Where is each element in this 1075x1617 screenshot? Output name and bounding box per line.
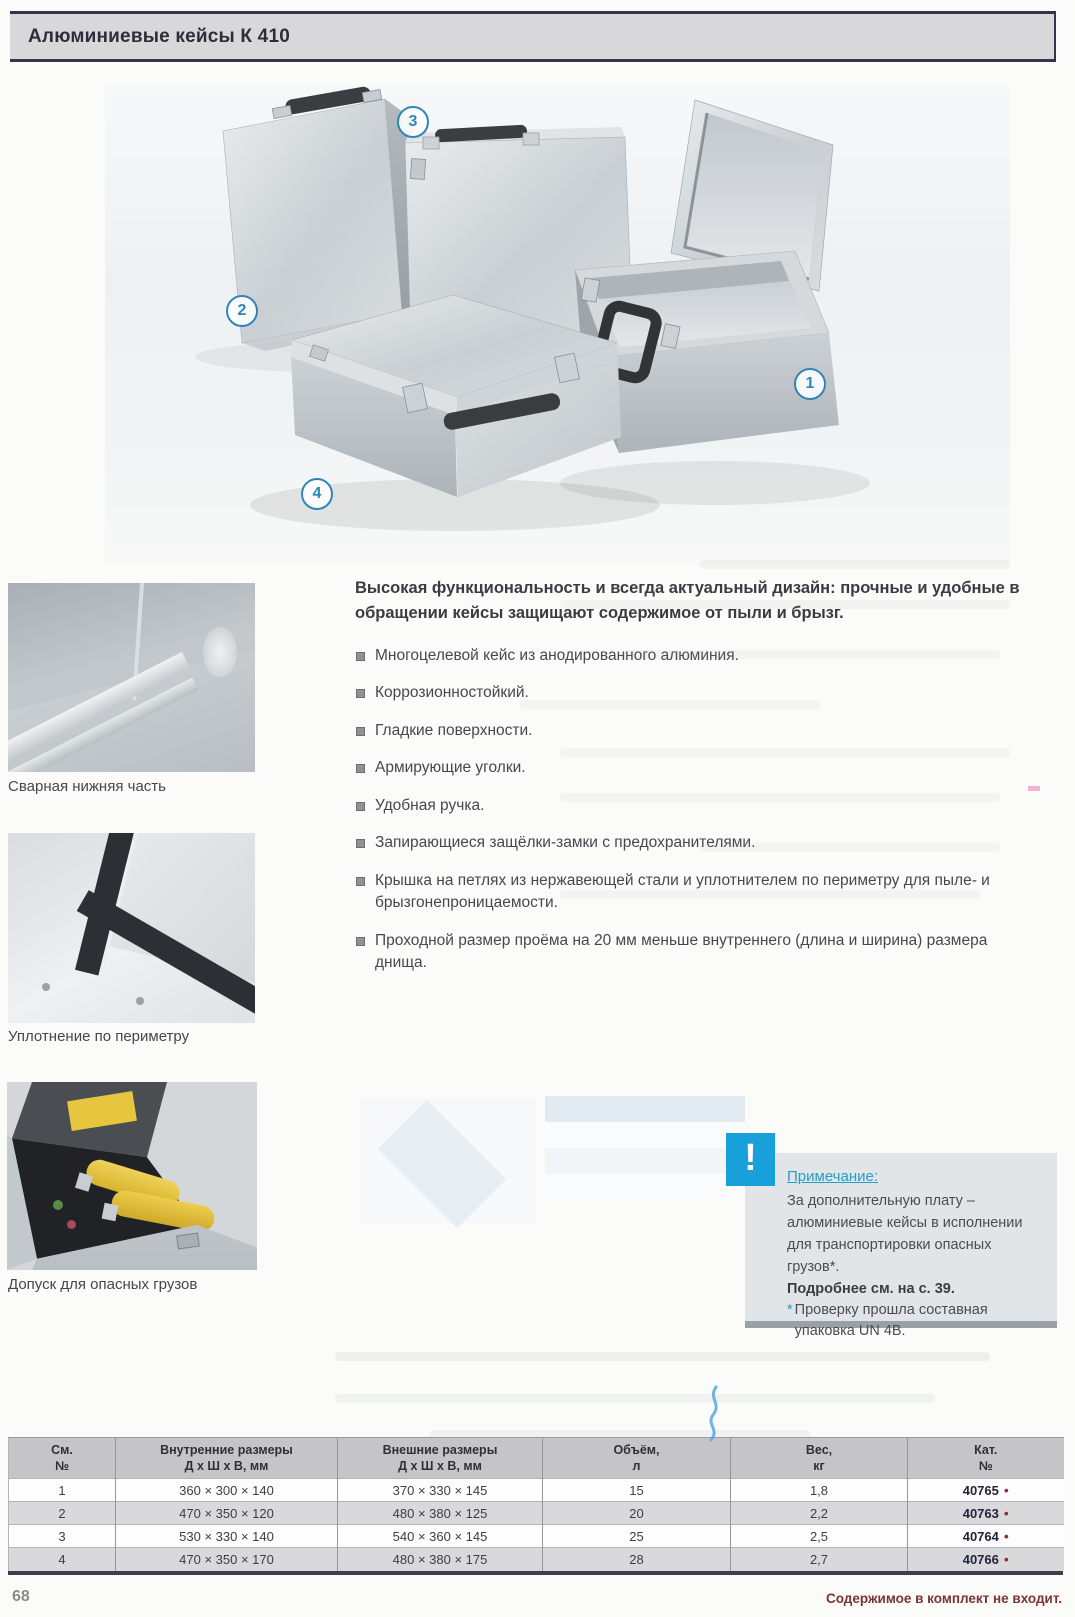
rivet-art xyxy=(42,983,50,991)
cell-outer: 540 × 360 × 145 xyxy=(338,1525,543,1548)
spec-table-wrap xyxy=(8,1437,1063,1575)
exclamation-glyph: ! xyxy=(744,1137,757,1179)
bleedthrough-artifact xyxy=(560,748,1010,757)
cell-num: 2 xyxy=(9,1502,116,1525)
cell-volume: 25 xyxy=(543,1525,731,1548)
col-header-volume: Объём, л xyxy=(543,1438,731,1479)
cell-volume: 20 xyxy=(543,1502,731,1525)
bleedthrough-artifact xyxy=(620,650,1000,659)
feature-item: Армирующие уголки. xyxy=(355,757,1003,779)
bleedthrough-artifact xyxy=(700,843,1000,852)
bleedthrough-artifact xyxy=(520,700,820,709)
feature-item: Проходной размер проёма на 20 мм меньше внутреннего (длина и ширина) размера днища. xyxy=(355,930,1003,975)
feature-item: Удобная ручка. xyxy=(355,795,1003,817)
cell-outer: 480 × 380 × 175 xyxy=(338,1548,543,1571)
cat-dot: • xyxy=(1003,1505,1009,1521)
reflection-art xyxy=(203,627,237,677)
scan-artifact xyxy=(1028,786,1040,791)
page-title: Алюминиевые кейсы К 410 xyxy=(28,26,290,47)
footer-note: Содержимое в комплект не входит. xyxy=(825,1591,1062,1606)
cell-cat: 40766 • xyxy=(908,1548,1064,1571)
col-header-cat-no: Кат. № xyxy=(908,1438,1064,1479)
note-footnote xyxy=(787,1300,1047,1342)
feature-item: Крышка на петлях из нержавеющей стали и уплотнителем по периметру для пыле- и брызгонепроницаемости. xyxy=(355,870,1003,915)
accessory-art xyxy=(67,1220,76,1229)
pen-scribble-artifact xyxy=(700,1384,728,1442)
cell-cat: 40765 • xyxy=(908,1479,1064,1502)
col-header-outer-size: Внешние размеры Д х Ш х В, мм xyxy=(338,1438,543,1479)
callout-3 xyxy=(397,106,429,138)
cell-num: 4 xyxy=(9,1548,116,1571)
caption-dangerous-goods: Допуск для опасных грузов xyxy=(8,1276,198,1293)
callout-4 xyxy=(301,478,333,510)
feature-item: Запирающиеся защёлки-замки с предохранителями. xyxy=(355,832,1003,854)
footnote-text: Проверку прошла составная упаковка UN 4B. xyxy=(794,1302,988,1340)
photo-welded-bottom xyxy=(8,583,255,772)
cell-weight: 2,7 xyxy=(731,1548,908,1571)
bleedthrough-artifact xyxy=(545,1096,745,1216)
cell-num: 1 xyxy=(9,1479,116,1502)
bleedthrough-artifact xyxy=(560,890,980,899)
callout-2-label: 2 xyxy=(237,302,247,319)
cell-cat: 40764 • xyxy=(908,1525,1064,1548)
note-title: Примечание: xyxy=(787,1168,878,1185)
spec-table xyxy=(8,1437,1064,1571)
photo-dangerous-goods xyxy=(7,1082,257,1270)
cell-inner: 470 × 350 × 120 xyxy=(116,1502,338,1525)
note-reference: Подробнее см. на с. 39. xyxy=(787,1281,955,1298)
cell-cat: 40763 • xyxy=(908,1502,1064,1525)
col-header-see: См. № xyxy=(9,1438,116,1479)
table-row xyxy=(9,1479,1064,1502)
cell-outer: 370 × 330 × 145 xyxy=(338,1479,543,1502)
note-line: За дополнительную плату – xyxy=(787,1193,975,1209)
callout-1-label: 1 xyxy=(805,375,815,392)
callout-3-label: 3 xyxy=(408,113,418,130)
callout-4-label: 4 xyxy=(312,485,322,502)
feature-list xyxy=(355,645,1003,990)
table-row xyxy=(9,1525,1064,1548)
footnote-asterisk: * xyxy=(787,1302,793,1319)
note-line: для транспортировки опасных грузов*. xyxy=(787,1237,992,1276)
accessory-art xyxy=(53,1200,63,1210)
cell-volume: 28 xyxy=(543,1548,731,1571)
page-header xyxy=(10,11,1056,62)
cell-inner: 530 × 330 × 140 xyxy=(116,1525,338,1548)
bleedthrough-artifact xyxy=(560,793,1000,802)
feature-item: Многоцелевой кейс из анодированного алюминия. xyxy=(355,645,1003,667)
callout-1 xyxy=(794,368,826,400)
table-row xyxy=(9,1502,1064,1525)
cat-dot: • xyxy=(1003,1482,1009,1498)
note-box xyxy=(745,1153,1057,1340)
cell-volume: 15 xyxy=(543,1479,731,1502)
rivet-art xyxy=(136,997,144,1005)
cell-weight: 2,5 xyxy=(731,1525,908,1548)
cell-inner: 360 × 300 × 140 xyxy=(116,1479,338,1502)
intro-headline: Высокая функциональность и всегда актуальный дизайн: прочные и удобные в обращении кейсы защищают содержимое от пыли и брызг. xyxy=(355,579,1020,622)
bleedthrough-artifact xyxy=(335,1352,990,1361)
col-header-weight: Вес, кг xyxy=(731,1438,908,1479)
caption-welded-bottom: Сварная нижняя часть xyxy=(8,778,166,795)
exclamation-icon xyxy=(726,1133,775,1186)
bleedthrough-artifact xyxy=(560,600,1010,609)
spec-table-header xyxy=(9,1438,1064,1479)
cat-dot: • xyxy=(1003,1551,1009,1568)
bleedthrough-artifact xyxy=(335,1394,935,1403)
note-line: алюминиевые кейсы в исполнении xyxy=(787,1215,1023,1232)
cell-inner: 470 × 350 × 170 xyxy=(116,1548,338,1571)
col-header-inner-size: Внутренние размеры Д х Ш х В, мм xyxy=(116,1438,338,1479)
caption-perimeter-seal: Уплотнение по периметру xyxy=(8,1028,190,1045)
table-row xyxy=(9,1548,1064,1571)
cell-outer: 480 × 380 × 125 xyxy=(338,1502,543,1525)
cell-weight: 2,2 xyxy=(731,1502,908,1525)
page-number: 68 xyxy=(12,1588,30,1605)
feature-item: Гладкие поверхности. xyxy=(355,720,1003,742)
photo-perimeter-seal xyxy=(8,833,255,1023)
cylinder-cap-art xyxy=(102,1203,119,1221)
feature-item: Коррозионностойкий. xyxy=(355,682,1003,704)
bleedthrough-artifact xyxy=(700,560,1010,569)
cat-dot: • xyxy=(1003,1528,1009,1544)
cell-num: 3 xyxy=(9,1525,116,1548)
callout-2 xyxy=(226,295,258,327)
cell-weight: 1,8 xyxy=(731,1479,908,1502)
